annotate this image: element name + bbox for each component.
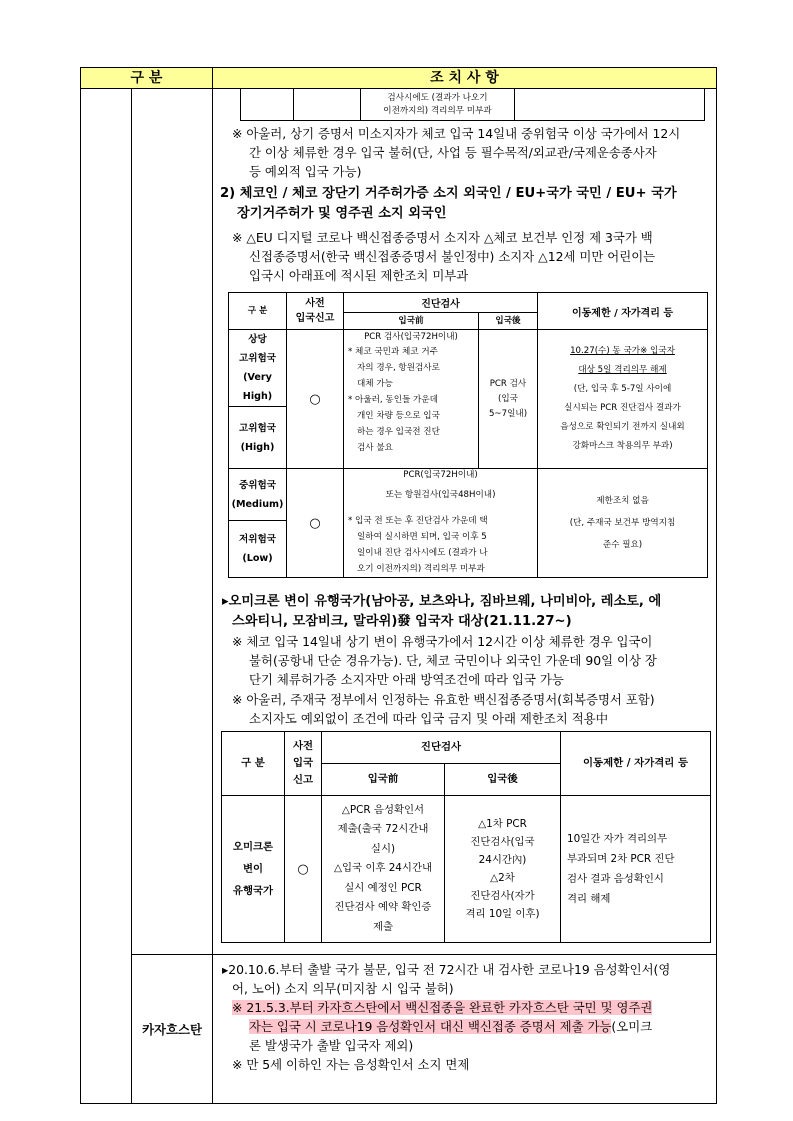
note-top — [232, 124, 712, 181]
t1-prior-mark: ○ — [287, 469, 344, 578]
measure-line: 론 발생국가 출발 입국자 제외) — [249, 1038, 414, 1053]
t1-row-high: 고위험국 (High) — [229, 407, 287, 469]
omicron-restriction-table — [221, 731, 711, 943]
t1-header-gubun: 구 분 — [229, 293, 287, 330]
section-2-title — [220, 184, 715, 224]
note-line: ※ 아울러, 상기 증명서 미소지자가 체코 입국 14일내 중위험국 이상 국가에서 12시 — [232, 126, 681, 141]
top-fragment-table — [240, 88, 705, 121]
measure-text: (오미크 — [611, 1019, 653, 1034]
t1-after-cell: PCR 검사 (입국 5~7일내) — [479, 330, 538, 469]
measure-line: 어, 노어) 소지 의무(미지참 시 입국 불허) — [232, 981, 454, 996]
col-divider-2 — [212, 67, 213, 1104]
header-cell-gubun: 구 분 — [81, 68, 212, 88]
t1-header-before: 입국前 — [344, 313, 479, 330]
omicron-title-line: ▸오미크론 변이 유행국가(남아공, 보츠와나, 짐바브웨, 나미비아, 레소토, 에 — [222, 594, 662, 609]
t1-row-very-high: 상당 고위험국 (Very High) — [229, 330, 287, 407]
omicron-title-line: 스와티니, 모잠비크, 말라위)發 입국자 대상(21.11.27~) — [232, 614, 572, 629]
t2-before-cell: △PCR 음성확인서 제출(출국 72시간내 실시) △입국 이후 24시간내 실시 예정인 PCR 진단검사 예약 확인증 제출 — [322, 796, 445, 943]
highlighted-measure: ※ 21.5.3.부터 카자흐스탄에서 백신접종을 완료한 카자흐스탄 국민 및 영주권 — [232, 1000, 653, 1015]
restriction-table-1 — [228, 292, 708, 578]
t2-after-cell: △1차 PCR 진단검사(입국 24시간內) △2차 진단검사(자가 격리 10일 이후) — [445, 796, 561, 943]
note-line: 단기 체류허가증 소지자만 아래 방역조건에 따라 입국 가능 — [249, 672, 564, 687]
t2-header-before: 입국前 — [322, 764, 445, 796]
kazakhstan-label: 카자흐스탄 — [142, 1022, 202, 1037]
measure-line: ▸20.10.6.부터 출발 국가 불문, 입국 전 72시간 내 검사한 코로나19 음성확인서(영 — [222, 962, 671, 977]
t1-prior-mark: ○ — [287, 330, 344, 469]
highlighted-measure: 자는 입국 시 코로나19 음성확인서 대신 백신접종 증명서 제출 가능 — [249, 1019, 612, 1034]
omicron-note-2 — [232, 690, 714, 728]
t2-row-omicron: 오미크론 변이 유행국가 — [222, 796, 285, 943]
note-line: 소지자도 예외없이 조건에 따라 입국 금지 및 아래 제한조치 적용中 — [249, 711, 609, 726]
t1-header-after: 입국後 — [479, 313, 538, 330]
t2-header-gubun: 구 분 — [222, 732, 285, 796]
note-line: 간 이상 체류한 경우 입국 불허(단, 사업 등 필수목적/외교관/국제운송종사자 — [249, 145, 657, 160]
t1-header-restrict: 이동제한 / 자가격리 등 — [538, 293, 708, 330]
t2-restrict-cell: 10일간 자가 격리의무 부과되며 2차 PCR 진단 검사 결과 음성확인시 격리 해제 — [561, 796, 711, 943]
fragment-line: 검사시에도 (결과가 나오기 — [387, 92, 488, 103]
note-line: ※ 체코 입국 14일내 상기 변이 유행국가에서 12시간 이상 체류한 경우 입국이 — [232, 634, 653, 649]
t1-test-cell-low: PCR(입국72H이내) 또는 항원검사(입국48H이내) * 입국 전 또는 후 진단검사 가운데 택 일하여 실시하면 되며, 입국 이후 5 일이내 진단 검사시에도 (결과가 나 오기 이전까지의) 격리의무 미부과 — [344, 469, 538, 578]
kazakhstan-row-line — [131, 954, 717, 955]
section-title-line: 장기거주허가 및 영주권 소지 외국인 — [237, 206, 447, 221]
omicron-note-1 — [232, 632, 714, 689]
t1-header-test: 진단검사 — [344, 293, 538, 313]
t2-header-prior: 사전 입국 신고 — [285, 732, 322, 796]
t1-restrict-cell: 10.27(수) 동 국가※ 입국자 대상 5일 격리의무 해제 (단, 입국 후 5-7일 사이에 실시되는 PCR 진단검사 결과가 음성으로 확인되기 전까지 실내외 강화마스크 착용의무 부과) — [538, 330, 708, 469]
measure-line: ※ 만 5세 이하인 자는 음성확인서 소지 면제 — [232, 1057, 470, 1072]
t2-header-test: 진단검사 — [322, 732, 561, 764]
note-line: 입국시 아래표에 적시된 제한조치 미부과 — [249, 268, 469, 283]
header-cell-measures: 조 치 사 항 — [213, 68, 716, 88]
fragment-line: 이전까지의) 격리의무 미부과 — [383, 105, 492, 116]
t1-row-low: 저위험국 (Low) — [229, 521, 287, 578]
t1-row-medium: 중위험국 (Medium) — [229, 469, 287, 521]
note-line: ※ 아울러, 주재국 정부에서 인정하는 유효한 백신접종증명서(회복증명서 포함) — [232, 692, 655, 707]
section-title-line: 2) 체코인 / 체코 장단기 거주허가증 소지 외국인 / EU+국가 국민 / EU+ 국가 — [220, 186, 677, 201]
t1-before-cell: PCR 검사(입국72H이내) * 체코 국민과 체코 거주 자의 경우, 항원검사로 대체 가능 * 아울러, 동인들 가운데 개인 차량 등으로 입국 하는 경우 입국전 진단 검사 불요 — [344, 330, 479, 469]
t1-header-prior: 사전 입국신고 — [287, 293, 344, 330]
note-line: 등 예외적 입국 가능) — [249, 164, 362, 179]
note-line: 신접종증명서(한국 백신접종증명서 불인정中) 소지자 △12세 미만 어린이는 — [249, 249, 656, 264]
t2-prior-mark: ○ — [285, 796, 322, 943]
note-line: 불허(공항내 단순 경유가능). 단, 체코 국민이나 외국인 가운데 90일 이상 장 — [249, 653, 657, 668]
kazakhstan-measures — [222, 960, 714, 1074]
t2-header-restrict: 이동제한 / 자가격리 등 — [561, 732, 711, 796]
t1-restrict-cell-low: 제한조치 없음 (단, 주재국 보건부 방역지침 준수 필요) — [538, 469, 708, 578]
omicron-title — [222, 592, 717, 632]
t2-header-after: 입국後 — [445, 764, 561, 796]
note-line: ※ △EU 디지털 코로나 백신접종증명서 소지자 △체코 보건부 인정 제 3국가 백 — [232, 230, 653, 245]
col-divider-1 — [131, 67, 132, 1104]
section-2-note — [232, 228, 714, 285]
